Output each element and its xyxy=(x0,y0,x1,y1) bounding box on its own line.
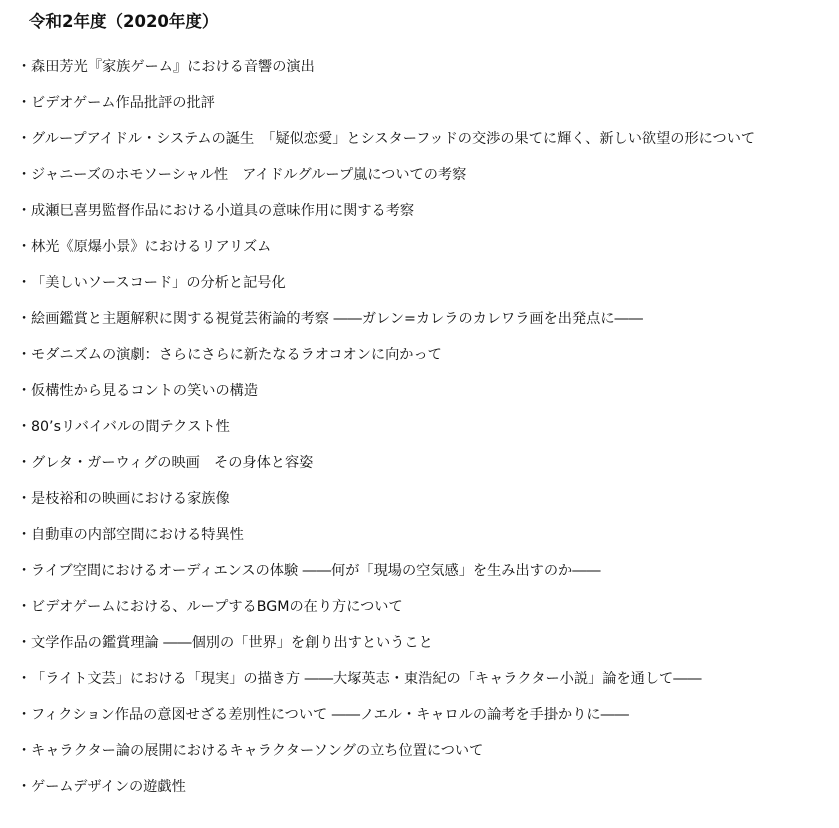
list-item xyxy=(17,668,755,704)
thesis-title: グレタ・ガーウィグの映画 その身体と容姿 xyxy=(31,455,314,471)
page-title: 令和2年度（2020年度） xyxy=(29,12,219,31)
list-item xyxy=(17,452,755,488)
bullet-icon: ・ xyxy=(17,707,32,723)
list-item xyxy=(17,776,755,812)
thesis-list xyxy=(17,56,755,812)
bullet-icon: ・ xyxy=(17,59,32,75)
list-item xyxy=(17,128,755,164)
thesis-title: 「美しいソースコード」の分析と記号化 xyxy=(31,275,286,291)
bullet-icon: ・ xyxy=(17,347,32,363)
list-item xyxy=(17,272,755,308)
list-item xyxy=(17,740,755,776)
thesis-title: ライブ空間におけるオーディエンスの体験 ――何が「現場の空気感」を生み出すのか―― xyxy=(31,563,601,579)
thesis-title: 是枝裕和の映画における家族像 xyxy=(31,491,230,507)
list-item xyxy=(17,704,755,740)
bullet-icon: ・ xyxy=(17,743,32,759)
bullet-icon: ・ xyxy=(17,491,32,507)
list-item xyxy=(17,56,755,92)
bullet-icon: ・ xyxy=(17,167,32,183)
thesis-title: 80’sリバイバルの間テクスト性 xyxy=(31,419,230,435)
bullet-icon: ・ xyxy=(17,383,32,399)
thesis-title: フィクション作品の意図せざる差別性について ――ノエル・キャロルの論考を手掛かりに―― xyxy=(31,707,629,723)
list-item xyxy=(17,380,755,416)
thesis-title: モダニズムの演劇：さらにさらに新たなるラオコオンに向かって xyxy=(31,347,442,363)
bullet-icon: ・ xyxy=(17,599,32,615)
thesis-title: 自動車の内部空間における特異性 xyxy=(31,527,244,543)
thesis-title: 絵画鑑賞と主題解釈に関する視覚芸術論的考察 ――ガレン=カレラのカレワラ画を出発点に―― xyxy=(31,311,643,327)
thesis-title: 森田芳光『家族ゲーム』における音響の演出 xyxy=(31,59,315,75)
bullet-icon: ・ xyxy=(17,563,32,579)
bullet-icon: ・ xyxy=(17,635,32,651)
list-item xyxy=(17,344,755,380)
bullet-icon: ・ xyxy=(17,203,32,219)
list-item xyxy=(17,164,755,200)
list-item xyxy=(17,416,755,452)
bullet-icon: ・ xyxy=(17,95,32,111)
thesis-title: 文学作品の鑑賞理論 ――個別の「世界」を創り出すということ xyxy=(31,635,433,651)
list-item xyxy=(17,488,755,524)
bullet-icon: ・ xyxy=(17,779,32,795)
thesis-title: ゲームデザインの遊戯性 xyxy=(31,779,186,795)
thesis-title: ジャニーズのホモソーシャル性 アイドルグループ嵐についての考察 xyxy=(31,167,467,183)
bullet-icon: ・ xyxy=(17,131,32,147)
thesis-title: ビデオゲーム作品批評の批評 xyxy=(31,95,215,111)
thesis-title: グループアイドル・システムの誕生 「疑似恋愛」とシスターフッドの交渉の果てに輝く、新しい欲望の形について xyxy=(31,131,756,147)
bullet-icon: ・ xyxy=(17,527,32,543)
thesis-title: 林光《原爆小景》におけるリアリズム xyxy=(31,239,272,255)
list-item xyxy=(17,92,755,128)
thesis-title: 「ライト文芸」における「現実」の描き方 ――大塚英志・東浩紀の「キャラクター小説」論を通して―― xyxy=(31,671,702,687)
list-item xyxy=(17,308,755,344)
list-item xyxy=(17,524,755,560)
list-item xyxy=(17,596,755,632)
list-item xyxy=(17,200,755,236)
thesis-title: ビデオゲームにおける、ループするBGMの在り方について xyxy=(31,599,403,615)
thesis-title: キャラクター論の展開におけるキャラクターソングの立ち位置について xyxy=(31,743,484,759)
list-item xyxy=(17,632,755,668)
list-item xyxy=(17,560,755,596)
bullet-icon: ・ xyxy=(17,275,32,291)
thesis-title: 成瀬巳喜男監督作品における小道具の意味作用に関する考察 xyxy=(31,203,415,219)
bullet-icon: ・ xyxy=(17,239,32,255)
bullet-icon: ・ xyxy=(17,419,32,435)
bullet-icon: ・ xyxy=(17,455,32,471)
bullet-icon: ・ xyxy=(17,671,32,687)
thesis-title: 仮構性から見るコントの笑いの構造 xyxy=(31,383,259,399)
bullet-icon: ・ xyxy=(17,311,32,327)
list-item xyxy=(17,236,755,272)
